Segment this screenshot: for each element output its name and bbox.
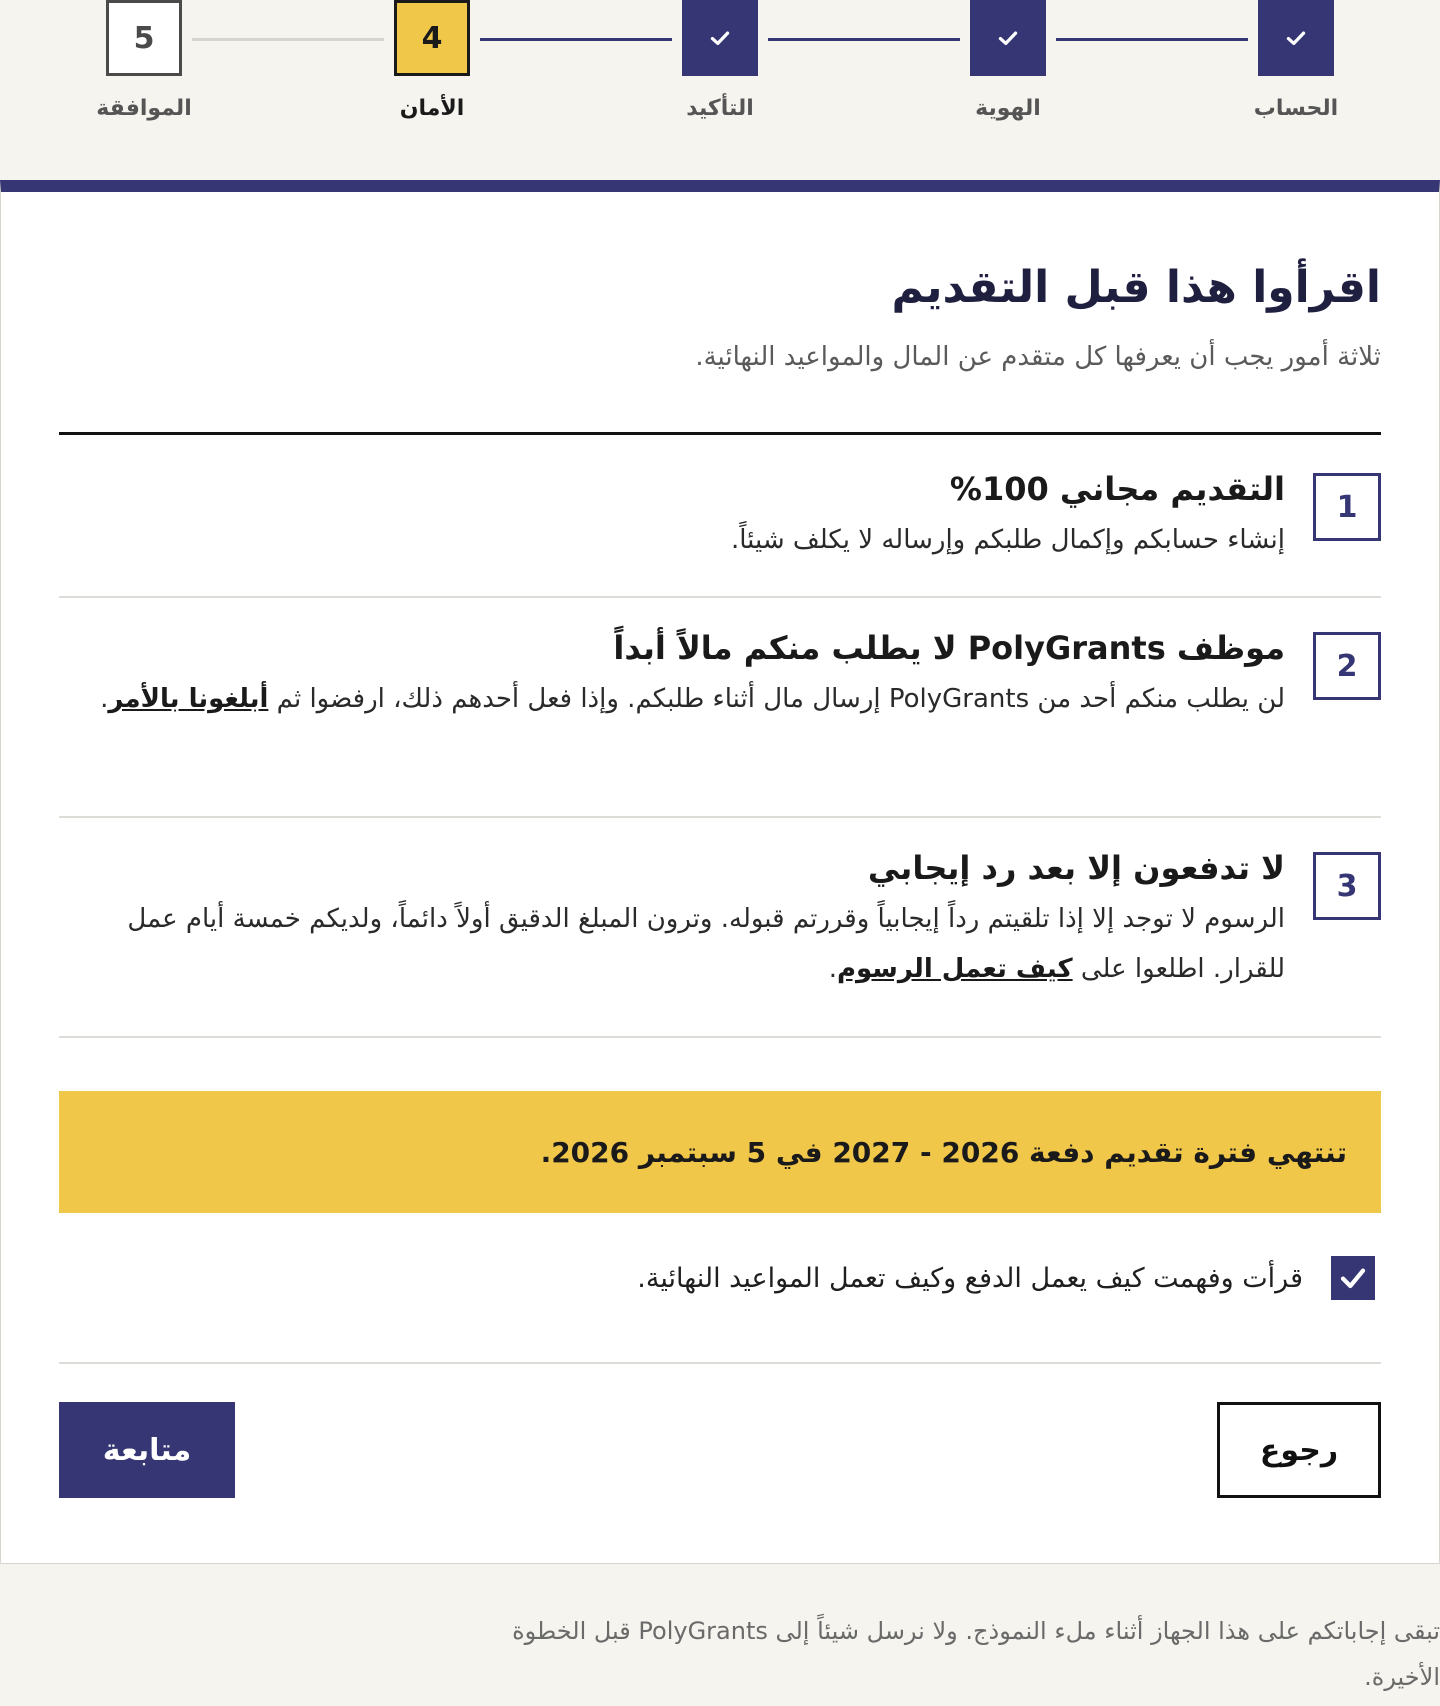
item-title: لا تدفعون إلا بعد رد إيجابي: [867, 849, 1285, 887]
check-icon: [995, 25, 1021, 51]
acknowledgement-label: قرأت وفهمت كيف يعمل الدفع وكيف تعمل المواعيد النهائية.: [637, 1262, 1303, 1294]
acknowledgement-checkbox[interactable]: [1331, 1256, 1375, 1300]
check-icon: [707, 25, 733, 51]
continue-button[interactable]: متابعة: [59, 1402, 235, 1498]
page-subtitle: ثلاثة أمور يجب أن يعرفها كل متقدم عن المال والمواعيد النهائية.: [695, 342, 1381, 372]
item-text-after: .: [100, 684, 109, 714]
stepper-connector: [192, 38, 384, 41]
step-label: الموافقة: [96, 96, 192, 121]
info-item: [59, 818, 1381, 1038]
stepper-connector: [768, 38, 960, 41]
page-title: اقرأوا هذا قبل التقديم: [891, 262, 1381, 313]
item-text: إنشاء حسابكم وإكمال طلبكم وإرساله لا يكلف شيئاً.: [730, 525, 1285, 555]
step-label: الأمان: [399, 96, 465, 121]
acknowledgement-row[interactable]: [59, 1248, 1381, 1308]
item-text: [59, 674, 1285, 724]
item-text-after: .: [828, 954, 837, 984]
step-label: الهوية: [975, 96, 1041, 121]
progress-stepper: [0, 0, 1440, 180]
step-number: 5: [106, 0, 182, 76]
step-box: [682, 0, 758, 76]
info-item: [59, 435, 1381, 598]
actions-divider: [59, 1362, 1381, 1364]
step-box: [970, 0, 1046, 76]
back-button[interactable]: رجوع: [1217, 1402, 1381, 1498]
item-title: موظف PolyGrants لا يطلب منكم مالاً أبداً: [613, 629, 1285, 667]
item-number-badge: 3: [1313, 852, 1381, 920]
item-number-badge: 1: [1313, 473, 1381, 541]
step-identity[interactable]: [938, 0, 1078, 121]
item-text-before: لن يطلب منكم أحد من PolyGrants إرسال مال أثناء طلبكم. وإذا فعل أحدهم ذلك، ارفضوا ثم: [268, 684, 1285, 714]
privacy-note: تبقى إجاباتكم على هذا الجهاز أثناء ملء النموذج. ولا نرسل شيئاً إلى PolyGrants قبل الخطوة الأخيرة.: [512, 1617, 1440, 1691]
item-text-before: الرسوم لا توجد إلا إذا تلقيتم رداً إيجابياً وقررتم قبوله. وترون المبلغ الدقيق أولاً دائماً، ولديكم خمسة أيام عمل للقرار. اطلعوا على: [127, 904, 1285, 984]
step-label: التأكيد: [686, 96, 754, 121]
deadline-banner: [59, 1091, 1381, 1213]
stepper-connector: [480, 38, 672, 41]
step-confirmation[interactable]: [650, 0, 790, 121]
step-number: 4: [394, 0, 470, 76]
stepper-connector: [1056, 38, 1248, 41]
step-consent: [74, 0, 214, 121]
item-text: [59, 894, 1285, 994]
fees-link[interactable]: كيف تعمل الرسوم: [836, 954, 1073, 984]
check-icon: [1283, 25, 1309, 51]
check-icon: [1337, 1262, 1369, 1294]
step-security: [362, 0, 502, 121]
deadline-text: تنتهي فترة تقديم دفعة 2026 - 2027 في 5 سبتمبر 2026.: [540, 1135, 1347, 1169]
report-link[interactable]: أبلغونا بالأمر: [108, 684, 269, 714]
step-label: الحساب: [1253, 96, 1339, 121]
security-card: [0, 180, 1440, 1564]
step-account[interactable]: [1226, 0, 1366, 121]
info-item: [59, 598, 1381, 818]
step-box: [1258, 0, 1334, 76]
item-title: التقديم مجاني 100%: [949, 470, 1285, 508]
item-number-badge: 2: [1313, 632, 1381, 700]
